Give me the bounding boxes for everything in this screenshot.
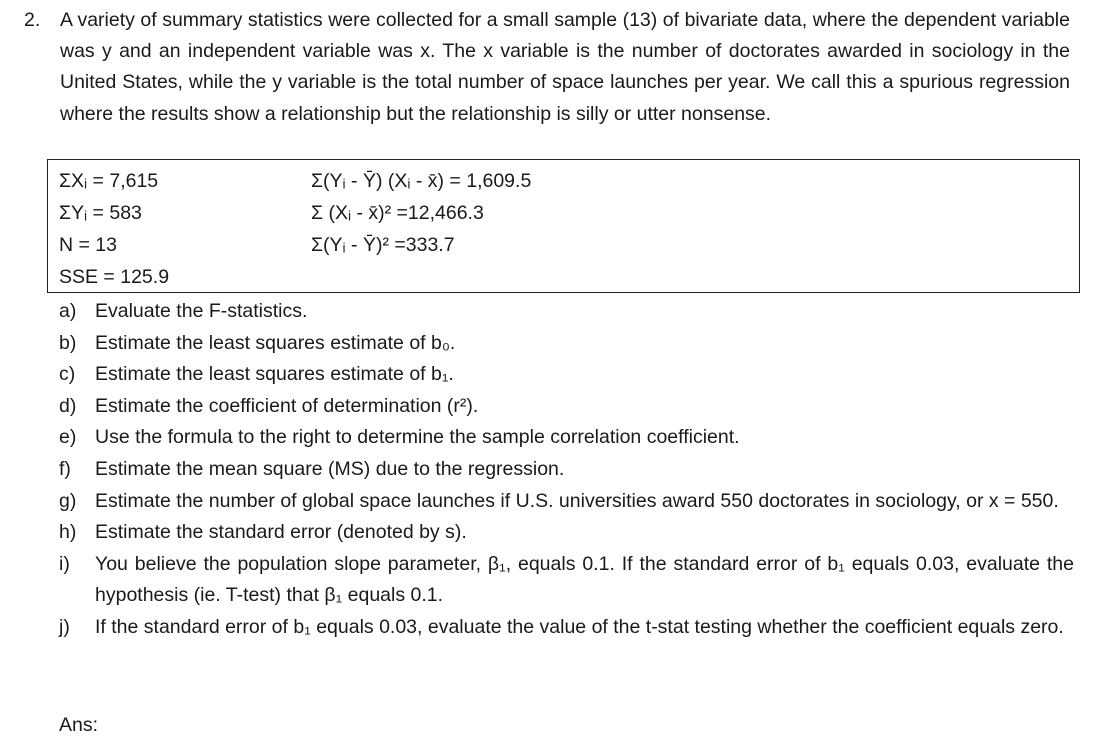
sub-question-label: i) xyxy=(59,552,70,575)
stat-sse: SSE = 125.9 xyxy=(59,266,170,288)
stat-sum-xy: Σ(Yᵢ - Ȳ) (Xᵢ - x̄) = 1,609.5 xyxy=(311,170,532,192)
sub-question-f xyxy=(59,454,1074,486)
stat-sum-yy: Σ(Yᵢ - Ȳ)² =333.7 xyxy=(311,234,455,256)
sub-question-text: Estimate the number of global space launches if U.S. universities award 550 doctorates in sociology, or x = 550. xyxy=(95,489,1059,512)
sub-question-label: j) xyxy=(59,615,70,638)
stat-sum-x: ΣXᵢ = 7,615 xyxy=(59,170,159,192)
sub-question-c xyxy=(59,359,1074,391)
sub-question-text: You believe the population slope parameter, β₁, equals 0.1. If the standard error of b₁ equals 0.03, evaluate the hypothesis (ie. T-test) that β₁ equals 0.1. xyxy=(95,552,1074,607)
sub-question-label: b) xyxy=(59,331,77,354)
sub-question-text: Use the formula to the right to determine the sample correlation coefficient. xyxy=(95,426,740,449)
sub-question-list xyxy=(59,296,1074,644)
sub-question-g xyxy=(59,486,1074,518)
sub-question-a xyxy=(59,296,1074,328)
summary-statistics-box xyxy=(47,159,1080,293)
sub-question-text: Evaluate the F-statistics. xyxy=(95,300,308,322)
stat-sum-xx: Σ (Xᵢ - x̄)² =12,466.3 xyxy=(311,202,484,224)
stat-sum-y: ΣYᵢ = 583 xyxy=(59,202,142,224)
sub-question-i xyxy=(59,549,1074,612)
sub-question-b xyxy=(59,328,1074,360)
question-number: 2. xyxy=(24,9,41,31)
sub-question-e xyxy=(59,422,1074,454)
sub-question-label: h) xyxy=(59,521,77,544)
sub-question-h xyxy=(59,517,1074,549)
question-text: A variety of summary statistics were collected for a small sample (13) of bivariate data, where the dependent variable was y and an independent variable was x. The x variable is the number of doctorates awarded in sociology in the United States, while the y variable is the total number of space launches per year. We call this a spurious regression where the results show a relationship but the relationship is silly or utter nonsense. xyxy=(60,9,1070,125)
sub-question-text: Estimate the least squares estimate of b₁. xyxy=(95,363,454,386)
sub-question-text: Estimate the standard error (denoted by s). xyxy=(95,521,467,544)
stat-n: N = 13 xyxy=(59,234,117,256)
sub-question-label: d) xyxy=(59,394,77,417)
sub-question-label: c) xyxy=(59,363,76,386)
answer-label: Ans: xyxy=(59,714,99,736)
sub-question-text: Estimate the mean square (MS) due to the regression. xyxy=(95,457,565,480)
sub-question-text: Estimate the least squares estimate of b₀. xyxy=(95,331,456,354)
sub-question-label: g) xyxy=(59,489,77,512)
sub-question-d xyxy=(59,391,1074,423)
sub-question-label: a) xyxy=(59,300,77,322)
sub-question-label: f) xyxy=(59,457,71,480)
sub-question-text: Estimate the coefficient of determination (r²). xyxy=(95,394,479,417)
sub-question-text: If the standard error of b₁ equals 0.03, evaluate the value of the t-stat testing whether the coefficient equals zero. xyxy=(95,615,1064,638)
sub-question-j xyxy=(59,612,1074,644)
sub-question-label: e) xyxy=(59,426,77,449)
